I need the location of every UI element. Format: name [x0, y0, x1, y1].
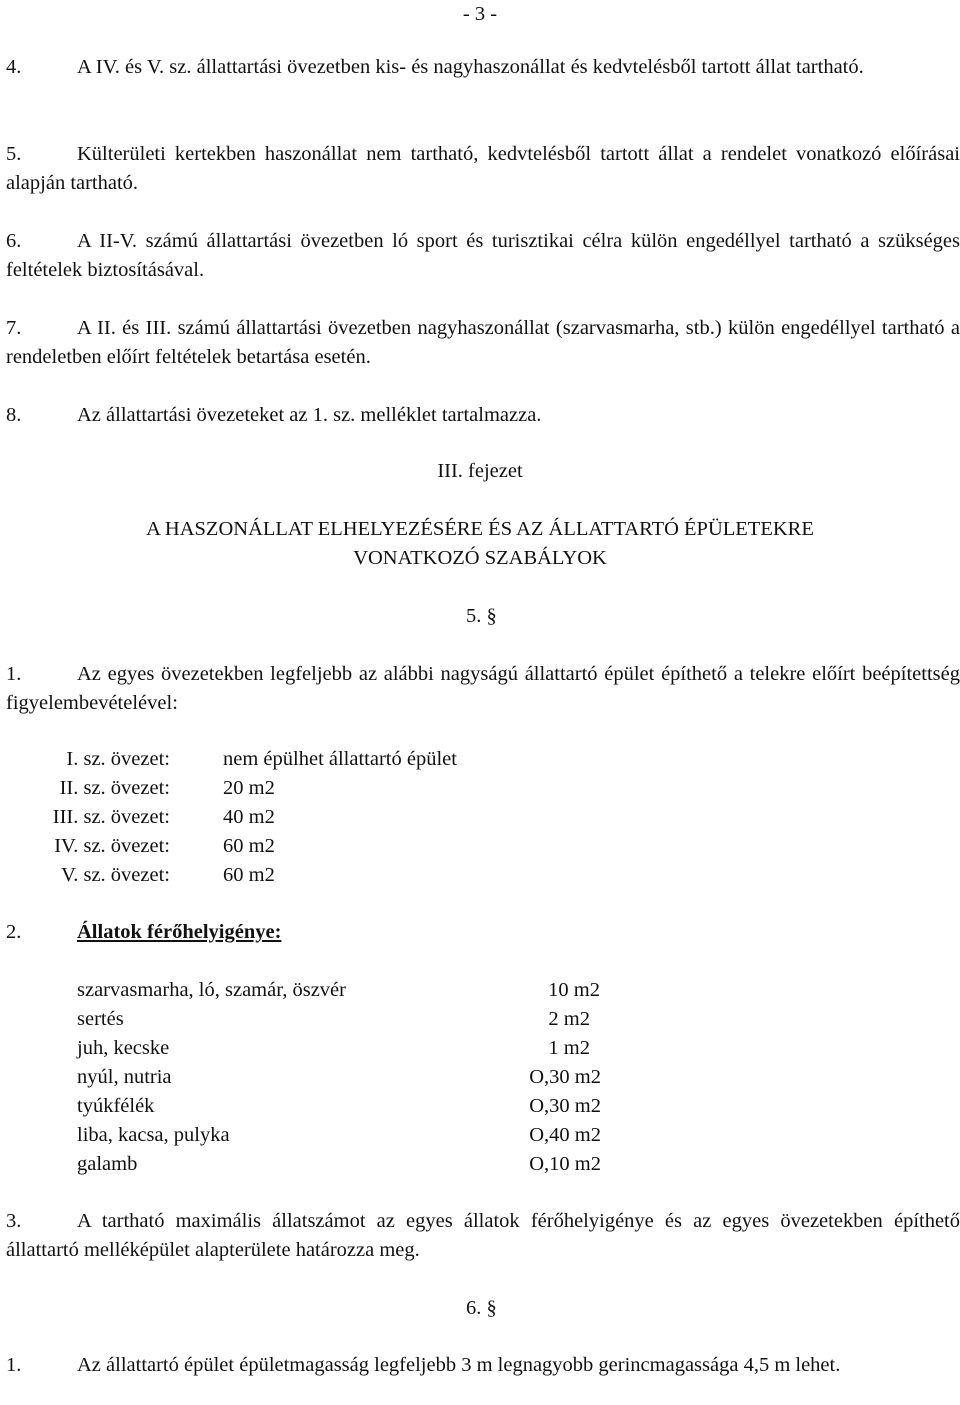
- table-row: [0, 1121, 700, 1150]
- item-number: 3.: [6, 1210, 22, 1232]
- chapter-label: III. fejezet: [437, 460, 523, 482]
- table-row: [0, 1005, 700, 1034]
- table-row: [0, 976, 700, 1005]
- zone-row: [0, 745, 600, 774]
- section-5-item-3: [6, 1207, 960, 1265]
- item-number: 2.: [6, 921, 22, 943]
- item-text: Az állattartó épület épületmagasság legfeljebb 3 m legnagyobb gerincmagassága 4,5 m lehet.: [77, 1354, 841, 1376]
- paragraph-number: 6.: [6, 230, 22, 252]
- paragraph-7: [6, 314, 960, 372]
- paragraph-text: A IV. és V. sz. állattartási övezetben kis- és nagyhaszonállat és kedvtelésből tartott állat tartható.: [77, 56, 864, 78]
- zone-value: nem épülhet állattartó épület: [223, 748, 457, 770]
- chapter-title-line-2: VONATKOZÓ SZABÁLYOK: [353, 547, 607, 569]
- paragraph-4: [6, 53, 960, 82]
- animal-name: liba, kacsa, pulyka: [77, 1124, 230, 1146]
- item-number: 1.: [6, 1354, 22, 1376]
- section-5-heading: 5. §: [466, 605, 497, 627]
- paragraph-number: 5.: [6, 143, 22, 165]
- paragraph-text: A II. és III. számú állattartási övezetben nagyhaszonállat (szarvasmarha, stb.) külön engedéllyel tartható a rendeletben előírt feltételek betartása esetén.: [6, 317, 960, 368]
- item-number: 1.: [6, 663, 22, 685]
- zone-value: 40 m2: [223, 806, 275, 828]
- section-6-item-1: [6, 1351, 960, 1380]
- item-heading: Állatok férőhelyigénye:: [77, 921, 282, 943]
- space-value: O,30 m2: [529, 1095, 601, 1117]
- chapter-title-line-1: A HASZONÁLLAT ELHELYEZÉSÉRE ÉS AZ ÁLLATTARTÓ ÉPÜLETEKRE: [146, 518, 814, 540]
- paragraph-number: 4.: [6, 56, 22, 78]
- paragraph-8: [6, 401, 960, 430]
- animal-name: galamb: [77, 1153, 138, 1175]
- space-value: 10 m2: [548, 979, 600, 1001]
- paragraph-text: Az állattartási övezeteket az 1. sz. melléklet tartalmazza.: [77, 404, 542, 426]
- paragraph-6: [6, 227, 960, 285]
- space-need-table: [0, 976, 700, 1181]
- zone-table: [0, 745, 600, 895]
- paragraph-text: Külterületi kertekben haszonállat nem tartható, kedvtelésből tartott állat a rendelet vonatkozó előírásai alapján tartható.: [6, 143, 960, 194]
- paragraph-number: 8.: [6, 404, 22, 426]
- space-value: 1 m2: [548, 1037, 590, 1059]
- table-row: [0, 1150, 700, 1179]
- zone-value: 60 m2: [223, 835, 275, 857]
- paragraph-number: 7.: [6, 317, 22, 339]
- table-row: [0, 1034, 700, 1063]
- zone-value: 20 m2: [223, 777, 275, 799]
- table-row: [0, 1063, 700, 1092]
- space-value: O,40 m2: [529, 1124, 601, 1146]
- zone-row: [0, 861, 600, 890]
- section-5-item-1: [6, 660, 960, 718]
- zone-name: V. sz. övezet:: [61, 864, 170, 886]
- section-5-item-2: [6, 918, 960, 947]
- space-value: O,30 m2: [529, 1066, 601, 1088]
- animal-name: szarvasmarha, ló, szamár, öszvér: [77, 979, 346, 1001]
- zone-value: 60 m2: [223, 864, 275, 886]
- paragraph-text: A II-V. számú állattartási övezetben ló sport és turisztikai célra külön engedéllyel tartható a szükséges feltételek biztosításával.: [6, 230, 960, 281]
- animal-name: nyúl, nutria: [77, 1066, 172, 1088]
- section-6-heading: 6. §: [466, 1297, 497, 1319]
- space-value: O,10 m2: [529, 1153, 601, 1175]
- zone-row: [0, 832, 600, 861]
- animal-name: juh, kecske: [77, 1037, 170, 1059]
- zone-name: IV. sz. övezet:: [54, 835, 170, 857]
- zone-name: II. sz. övezet:: [59, 777, 170, 799]
- animal-name: tyúkfélék: [77, 1095, 155, 1117]
- page-number: - 3 -: [462, 3, 498, 25]
- zone-row: [0, 774, 600, 803]
- table-row: [0, 1092, 700, 1121]
- zone-name: I. sz. övezet:: [66, 748, 170, 770]
- animal-name: sertés: [77, 1008, 124, 1030]
- item-text: A tartható maximális állatszámot az egyes állatok férőhelyigénye és az egyes övezetekben építhető állattartó melléképület alapterülete határozza meg.: [6, 1210, 960, 1261]
- item-text: Az egyes övezetekben legfeljebb az alábbi nagyságú állattartó épület építhető a telekre előírt beépítettség figyelembevételével:: [6, 663, 960, 714]
- paragraph-5: [6, 140, 960, 198]
- zone-row: [0, 803, 600, 832]
- space-value: 2 m2: [548, 1008, 590, 1030]
- zone-name: III. sz. övezet:: [52, 806, 170, 828]
